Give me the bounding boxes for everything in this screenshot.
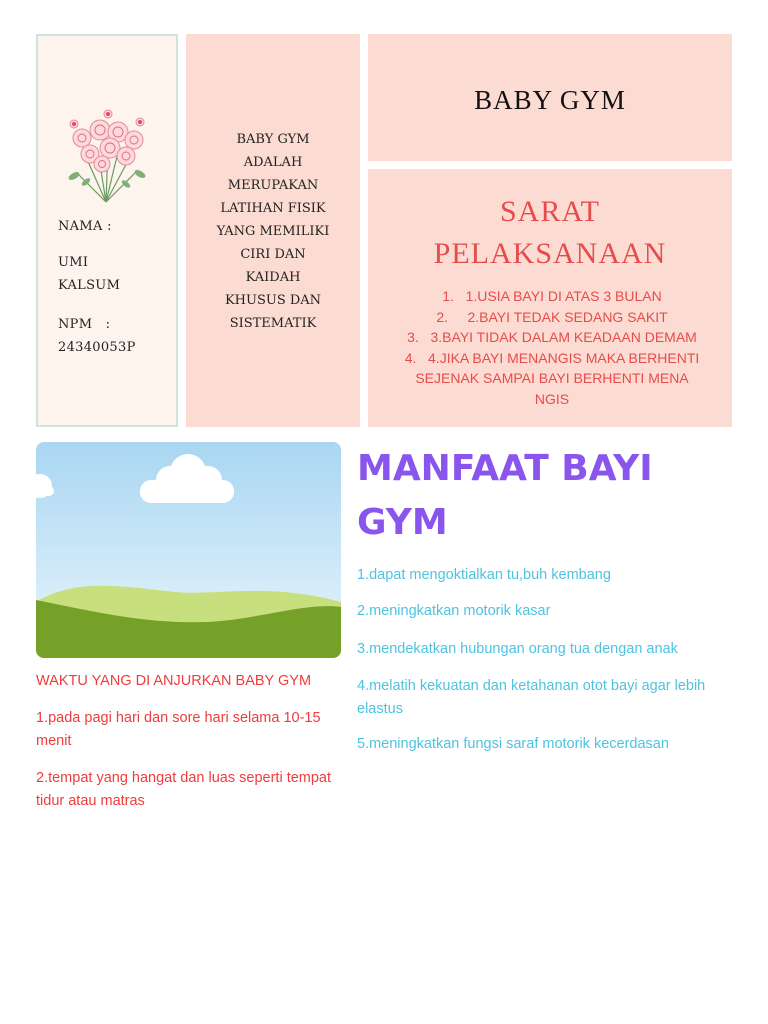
definition-line: BABY GYM [236,132,310,147]
definition-panel [186,34,360,427]
benefits-title: MANFAAT BAYI GYM [357,448,653,543]
title-panel [368,34,732,161]
landscape-illustration [36,442,341,658]
definition-line: MERUPAKAN [227,178,319,193]
requirements-title-line1: SARAT [499,195,601,228]
requirements-list [392,286,712,409]
flower-bouquet-icon [56,102,156,206]
definition-line: CIRI DAN [240,247,306,262]
list-item: SEJENAK SAMPAI BAYI BERHENTI MENA [415,370,689,386]
list-item: 3. 3.BAYI TIDAK DALAM KEADAAN DEMAM [407,329,697,345]
list-item: NGIS [534,390,570,407]
name-label: NAMA : [58,219,112,234]
requirements-title [368,191,732,275]
profile-panel [36,34,178,427]
definition-line: LATIHAN FISIK [220,201,326,216]
benefit-item-5: 5.meningkatkan fungsi saraf motorik kecerdasan [357,736,669,752]
time-item-2: 2.tempat yang hangat dan luas seperti tempat tidur atau matras [36,770,332,809]
definition-line: KAIDAH [245,270,301,285]
definition-line: KHUSUS DAN [224,293,322,308]
name-line1: UMI [58,255,89,270]
list-item: 1. 1.USIA BAYI DI ATAS 3 BULAN [442,288,662,304]
list-item: 4. 4.JIKA BAYI MENANGIS MAKA BERHENTI [404,349,700,366]
npm-label: NPM : [58,317,111,332]
benefit-item-1: 1.dapat mengoktialkan tu,buh kembang [357,567,611,583]
requirements-title-line2: PELAKSANAAN [433,237,667,270]
definition-text [196,128,350,335]
requirements-panel [368,169,732,427]
name-line2: KALSUM [58,278,121,293]
benefit-item-2: 2.meningkatkan motorik kasar [357,603,551,619]
time-item-1: 1.pada pagi hari dan sore hari selama 10-15 menit [36,710,321,749]
page-title: BABY GYM [474,85,626,115]
npm-value: 24340053P [58,340,136,355]
list-item: 2. 2.BAYI TEDAK SEDANG SAKIT [436,308,668,325]
time-title: WAKTU YANG DI ANJURKAN BABY GYM [36,673,312,689]
benefit-item-3: 3.mendekatkan hubungan orang tua dengan anak [357,641,678,657]
benefit-item-4: 4.melatih kekuatan dan ketahanan otot bayi agar lebih elastus [357,678,706,717]
definition-line: SISTEMATIK [229,316,317,331]
definition-line: ADALAH [243,155,303,170]
definition-line: YANG MEMILIKI [216,224,330,239]
